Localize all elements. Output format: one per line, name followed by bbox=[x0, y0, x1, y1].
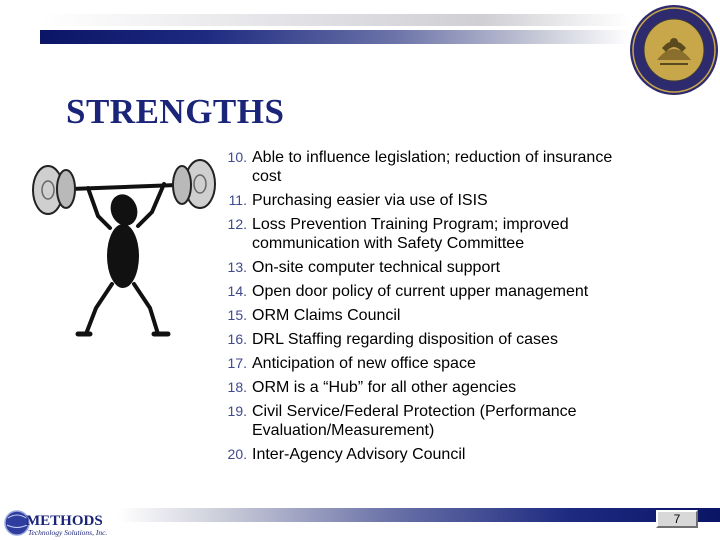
item-number: 17. bbox=[227, 355, 247, 371]
item-number: 10. bbox=[227, 149, 247, 165]
page-number: 7 bbox=[656, 510, 698, 528]
methods-logo bbox=[4, 508, 122, 538]
item-number: 19. bbox=[227, 403, 247, 419]
list-item bbox=[212, 306, 642, 325]
footer-bar bbox=[118, 508, 720, 522]
list-item bbox=[212, 402, 642, 440]
item-text: ORM Claims Council bbox=[252, 307, 401, 324]
list-item bbox=[212, 258, 642, 277]
item-text: Civil Service/Federal Protection (Performance Evaluation/Measurement) bbox=[252, 403, 577, 439]
list-item bbox=[212, 148, 642, 186]
item-text: On-site computer technical support bbox=[252, 259, 501, 276]
item-number: 11. bbox=[228, 192, 247, 208]
list-item bbox=[212, 330, 642, 349]
item-number: 18. bbox=[227, 379, 247, 395]
item-number: 15. bbox=[227, 307, 247, 323]
item-text: Inter-Agency Advisory Council bbox=[252, 446, 466, 463]
item-number: 16. bbox=[227, 331, 247, 347]
svg-text:Technology Solutions, Inc.: Technology Solutions, Inc. bbox=[28, 528, 108, 537]
item-text: Open door policy of current upper management bbox=[252, 283, 589, 300]
item-number: 14. bbox=[227, 283, 247, 299]
svg-text:METHODS: METHODS bbox=[26, 513, 103, 529]
item-number: 20. bbox=[227, 446, 247, 462]
list-item bbox=[212, 282, 642, 301]
list-item bbox=[212, 378, 642, 397]
slide-title: STRENGTHS bbox=[66, 92, 285, 131]
strengths-list bbox=[212, 148, 642, 469]
list-item bbox=[212, 354, 642, 373]
header-bar bbox=[40, 30, 630, 44]
item-number: 12. bbox=[227, 216, 247, 232]
list-item bbox=[212, 445, 642, 464]
item-number: 13. bbox=[227, 259, 247, 275]
list-item bbox=[212, 191, 642, 210]
state-seal-icon bbox=[626, 2, 720, 98]
weightlifter-icon bbox=[26, 148, 222, 338]
item-text: ORM is a “Hub” for all other agencies bbox=[252, 379, 517, 396]
item-text: Able to influence legislation; reduction of insurance cost bbox=[252, 149, 613, 185]
item-text: DRL Staffing regarding disposition of cases bbox=[252, 331, 558, 348]
item-text: Loss Prevention Training Program; improved communication with Safety Committee bbox=[252, 216, 569, 252]
header-shadow-band bbox=[40, 14, 630, 26]
list-item bbox=[212, 215, 642, 253]
item-text: Anticipation of new office space bbox=[252, 355, 476, 372]
item-text: Purchasing easier via use of ISIS bbox=[252, 192, 488, 209]
